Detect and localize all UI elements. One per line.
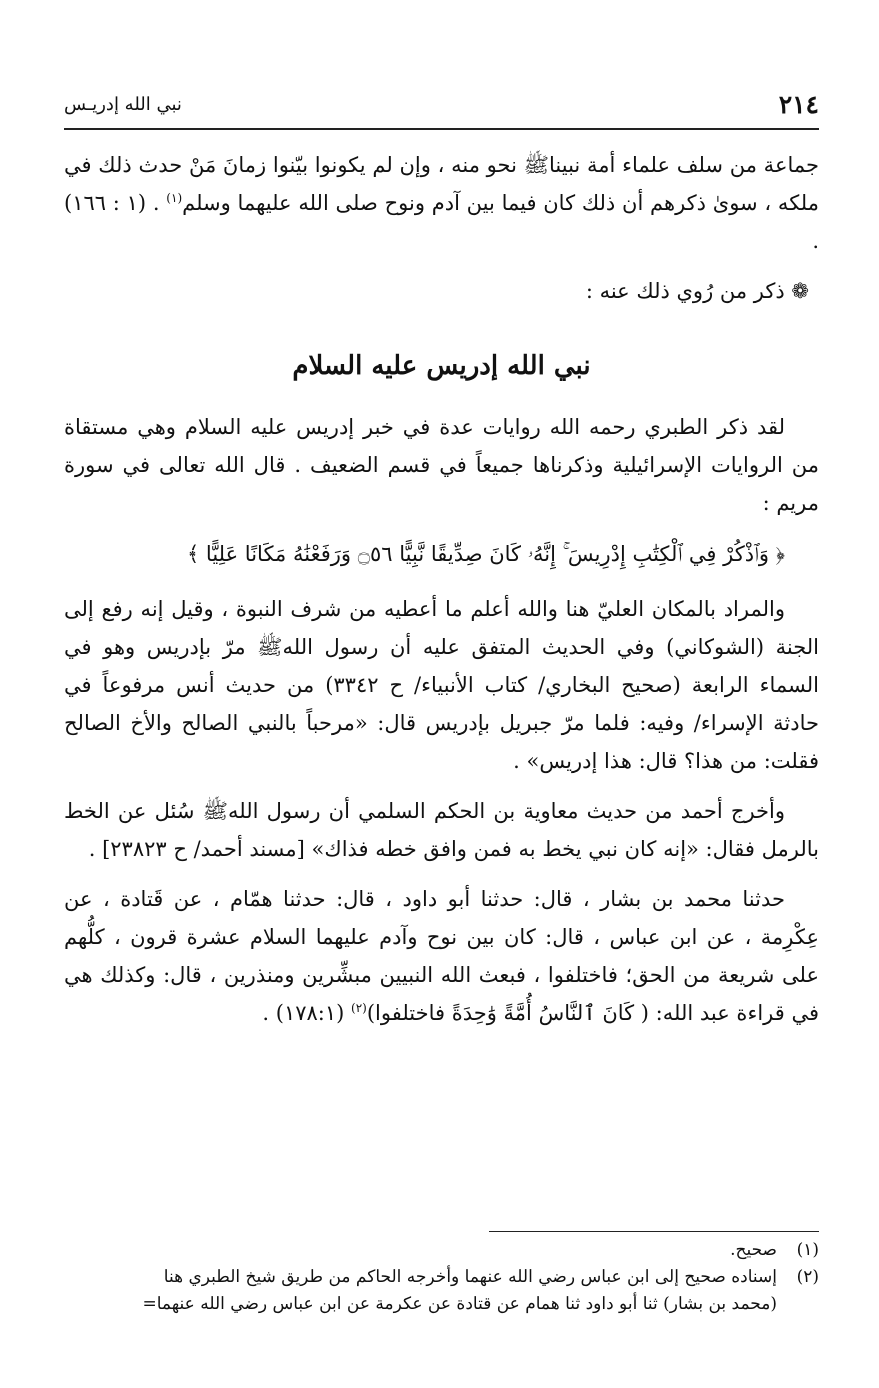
footnote-ref-1: (١) <box>166 191 183 205</box>
main-text <box>64 146 819 1044</box>
page-number: ٢١٤ <box>778 89 819 119</box>
paragraph-high-place: والمراد بالمكان العليّ هنا والله أعلم ما أعطيه من شرف النبوة ، وقيل إنه رفع إلى الجنة (الشوكاني) وفي الحديث المتفق عليه أن رسول اللهﷺ مرّ بإدريس وهو في السماء الرابعة (صحيح البخاري/ كتاب الأنبياء/ ح ٣٣٤٢) من حديث أنس مرفوعاً في حادثة الإسراء/ وفيه: فلما مرّ جبريل بإدريس قال: «مرحباً بالنبي الصالح والأخ الصالح فقلت: من هذا؟ قال: هذا إدريس» . <box>64 597 819 773</box>
section-heading: نبي الله إدريس عليه السلام <box>292 351 591 381</box>
header-divider <box>64 128 819 130</box>
paragraph-isnad <box>64 880 819 1032</box>
footnote-divider <box>489 1231 819 1232</box>
footnote-2-continuation: (محمد بن بشار) ثنا أبو داود ثنا همام عن قتادة عن عكرمة عن ابن عباس رضي الله عنهما= <box>142 1294 777 1314</box>
paragraph-ahmad-hadith: وأخرج أحمد من حديث معاوية بن الحكم السلمي أن رسول اللهﷺ سُئل عن الخط بالرمل فقال: «إنه كان نبي يخط به فمن وافق خطه فذاك» [مسند أحمد/ ح ٢٣٨٢٣] . <box>64 799 819 861</box>
footnotes <box>64 1237 819 1318</box>
footnote-1 <box>64 1237 819 1264</box>
paragraph-tabari-idris: لقد ذكر الطبري رحمه الله روايات عدة في خبر إدريس عليه السلام وهي مستقاة من الروايات الإسرائيلية وذكرناها جميعاً في قسم الضعيف . قال الله تعالى في سورة مريم : <box>64 415 819 515</box>
intro-text: جماعة من سلف علماء أمة نبيناﷺ نحو منه ، وإن لم يكونوا بيّنوا زمانَ مَنْ حدث ذلك في ملكه ، سوىٰ ذكرهم أن ذلك كان فيما بين آدم ونوح صلى الله عليهما وسلم <box>64 153 819 215</box>
footnote-text: إسناده صحيح إلى ابن عباس رضي الله عنهما وأخرجه الحاكم من طريق شيخ الطبري هنا <box>163 1267 777 1287</box>
footnote-text: صحيح. <box>730 1240 777 1260</box>
footnote-number: (١) <box>796 1240 819 1260</box>
running-title: نبي الله إدريـس <box>64 93 182 115</box>
isnad-tail: (١٧٨:١) . <box>262 1001 352 1025</box>
footnote-2 <box>64 1264 819 1291</box>
isnad-text: حدثنا محمد بن بشار ، قال: حدثنا أبو داود ، قال: حدثنا همّام ، عن قَتادة ، عن عِكْرِمة ، عن ابن عباس ، قال: كان بين نوح وآدم عليهما السلام عشرة قرون ، كلُّهم على شريعة من الحق؛ فاختلفوا ، فبعث الله النبيين مبشِّرين ومنذرين ، قال: وكذلك هي في قراءة عبد الله: ( كَانَ ٱلنَّاسُ أُمَّةً وَٰحِدَةً فاختلفوا) <box>64 887 819 1025</box>
footnote-number: (٢) <box>796 1267 819 1287</box>
narrators-line: ❁ ذكر من رُوي ذلك عنه : <box>585 279 809 303</box>
page-header <box>64 86 819 122</box>
quran-verse: ﴿ وَٱذْكُرْ فِي ٱلْكِتَٰبِ إِدْرِيسَ ۚ إِنَّهُۥ كَانَ صِدِّيقًا نَّبِيًّا ۝٥٦ وَرَفَعْنَٰهُ مَكَانًا عَلِيًّا ﴾ <box>186 542 785 566</box>
footnote-ref-2: (٢) <box>351 1001 367 1015</box>
intro-tail: . (١ : ١٦٦) . <box>64 191 819 253</box>
intro-paragraph <box>64 146 819 260</box>
